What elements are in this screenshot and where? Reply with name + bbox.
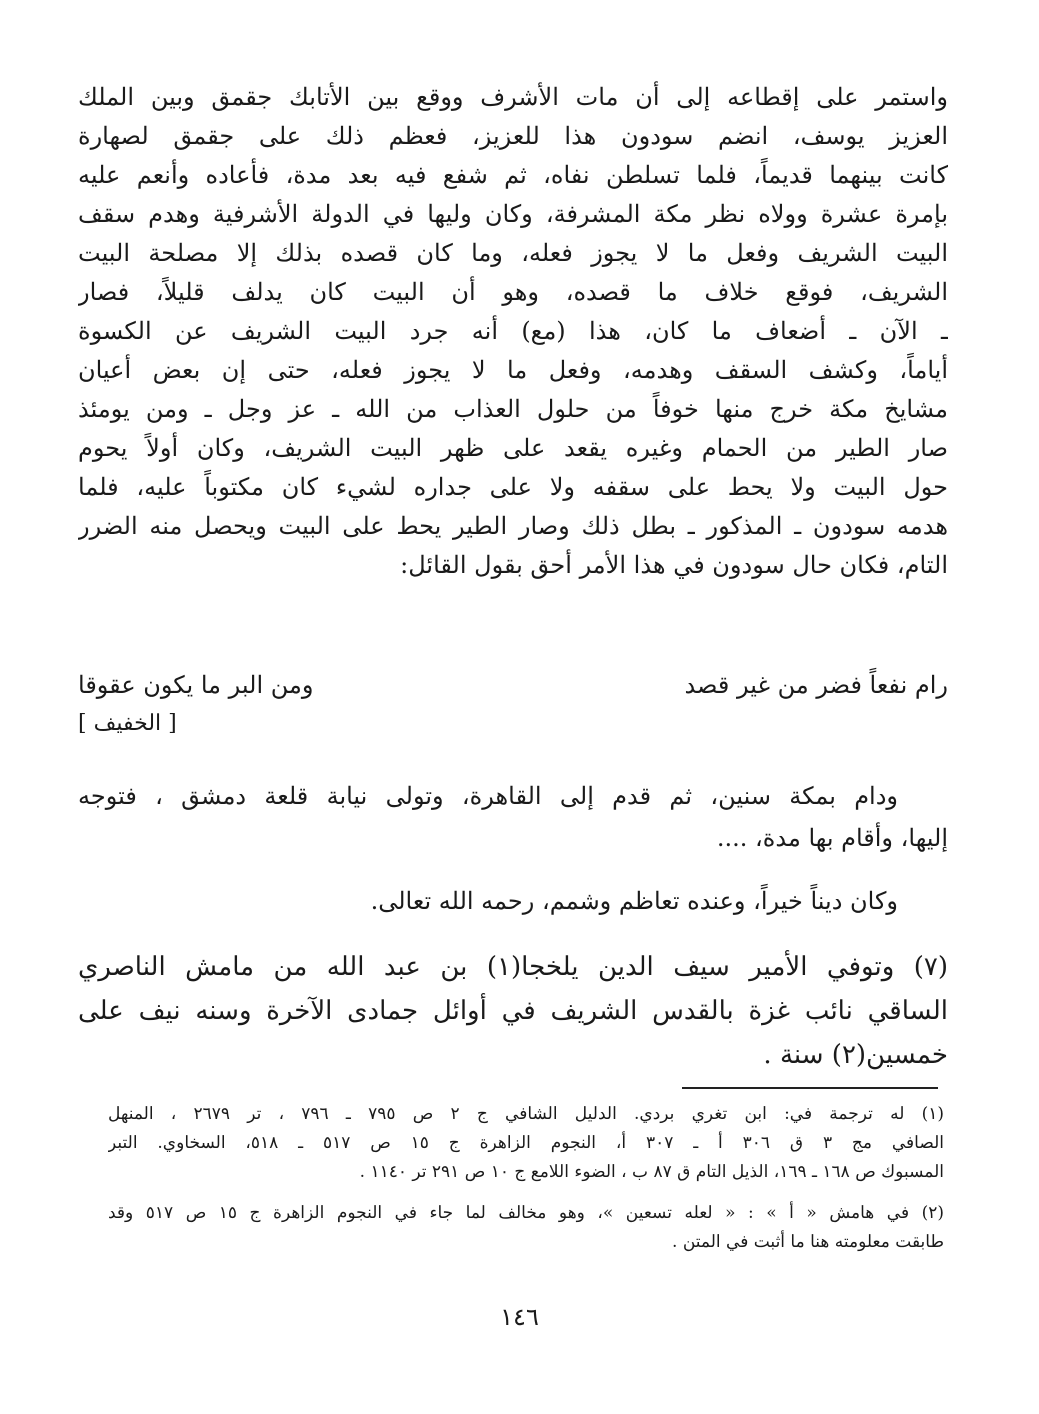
footnote-2-line: (٢) في هامش « أ » : « لعله تسعين »، وهو مخالف لما جاء في النجوم الزاهرة ج ١٥ ص ٥١٧ وقد: [108, 1203, 944, 1223]
footnote-1-line: (١) له ترجمة في: ابن تغري بردي. الدليل الشافي ج ٢ ص ٧٩٥ ـ ٧٩٦ ، تر ٢٦٧٩ ، المنهل: [108, 1104, 944, 1124]
text-line: البيت الشريف وفعل ما لا يجوز فعله، وما كان قصده بذلك إلا مصلحة البيت: [78, 239, 948, 267]
text-line: هدمه سودون ـ المذكور ـ بطل ذلك وصار الطير يحط على البيت ويحصل منه الضرر: [78, 512, 948, 540]
footnotes: [108, 1100, 944, 1257]
verse-first-hemistich: رام نفعاً فضر من غير قصد: [684, 671, 948, 699]
text-line: ـ الآن ـ أضعاف ما كان، هذا (مع) أنه جرد البيت الشريف عن الكسوة: [78, 317, 948, 345]
paragraph-third: [78, 880, 948, 919]
footnote-1-line: الصافي مج ٣ ق ٣٠٦ أ ـ ٣٠٧ أ، النجوم الزاهرة ج ١٥ ص ٥١٧ ـ ٥١٨، السخاوي. التبر: [108, 1133, 944, 1153]
text-line: الشريف، فوقع خلاف ما قصده، وهو أن البيت كان يدلف قليلاً، فصار: [78, 278, 948, 306]
poetry-verse: [78, 667, 948, 703]
text-line: وكان ديناً خيراً، وعنده تعاظم وشمم، رحمه الله تعالى.: [370, 887, 898, 915]
footnote-1-line: المسبوك ص ١٦٨ ـ ١٦٩، الذيل التام ق ٨٧ ب ، الضوء اللامع ج ١٠ ص ٢٩١ تر ١١٤٠ .: [359, 1162, 944, 1182]
text-line: (٧) وتوفي الأمير سيف الدين يلخجا(١) بن عبد الله من مامش الناصري: [78, 952, 948, 982]
text-line: بإمرة عشرة وولاه نظر مكة المشرفة، وكان وليها في الدولة الأشرفية وهدم سقف: [78, 200, 948, 228]
text-line: صار الطير من الحمام وغيره يقعد على ظهر البيت الشريف، وكان أولاً يحوم: [78, 434, 948, 462]
text-line: كانت بينهما قديماً، فلما تسلطن نفاه، ثم شفع فيه بعد مدة، فأعاده وأنعم عليه: [78, 161, 948, 189]
verse-line: [78, 667, 948, 703]
verse-second-hemistich: ومن البر ما يكون عقوقا: [78, 671, 314, 699]
footnote-2-line: طابقت معلومته هنا ما أثبت في المتن .: [672, 1232, 944, 1252]
text-line: التام، فكان حال سودون في هذا الأمر أحق بقول القائل:: [400, 551, 948, 579]
text-line: الساقي نائب غزة بالقدس الشريف في أوائل جمادى الآخرة وسنه نيف على: [78, 996, 948, 1026]
paragraph-main: [78, 78, 948, 585]
footnote-separator: [682, 1087, 938, 1089]
page-number: ١٤٦: [500, 1303, 539, 1331]
text-line: أياماً، وكشف السقف وهدمه، وفعل ما لا يجوز فعله، حتى إن بعض أعيان: [78, 356, 948, 384]
text-line: واستمر على إقطاعه إلى أن مات الأشرف ووقع بين الأتابك جقمق وبين الملك: [78, 83, 948, 111]
verse-meter: [ الخفيف ]: [78, 711, 177, 736]
text-line: ودام بمكة سنين، ثم قدم إلى القاهرة، وتولى نيابة قلعة دمشق ، فتوجه: [78, 782, 898, 810]
paragraph-second: [78, 775, 948, 859]
text-line: خمسين(٢) سنة .: [763, 1040, 948, 1070]
footnote-gap: [108, 1187, 944, 1199]
paragraph-entry-7: [78, 945, 948, 1077]
text-line: العزيز يوسف، انضم سودون هذا للعزيز، فعظم ذلك على جقمق لصهارة: [78, 122, 948, 150]
text-line: مشايخ مكة خرج منها خوفاً من حلول العذاب من الله ـ عز وجل ـ ومن يومئذ: [78, 395, 948, 423]
text-line: حول البيت ولا يحط على سقفه ولا على جداره لشيء كان مكتوباً عليه، فلما: [78, 473, 948, 501]
text-line: إليها، وأقام بها مدة، ....: [716, 824, 948, 852]
